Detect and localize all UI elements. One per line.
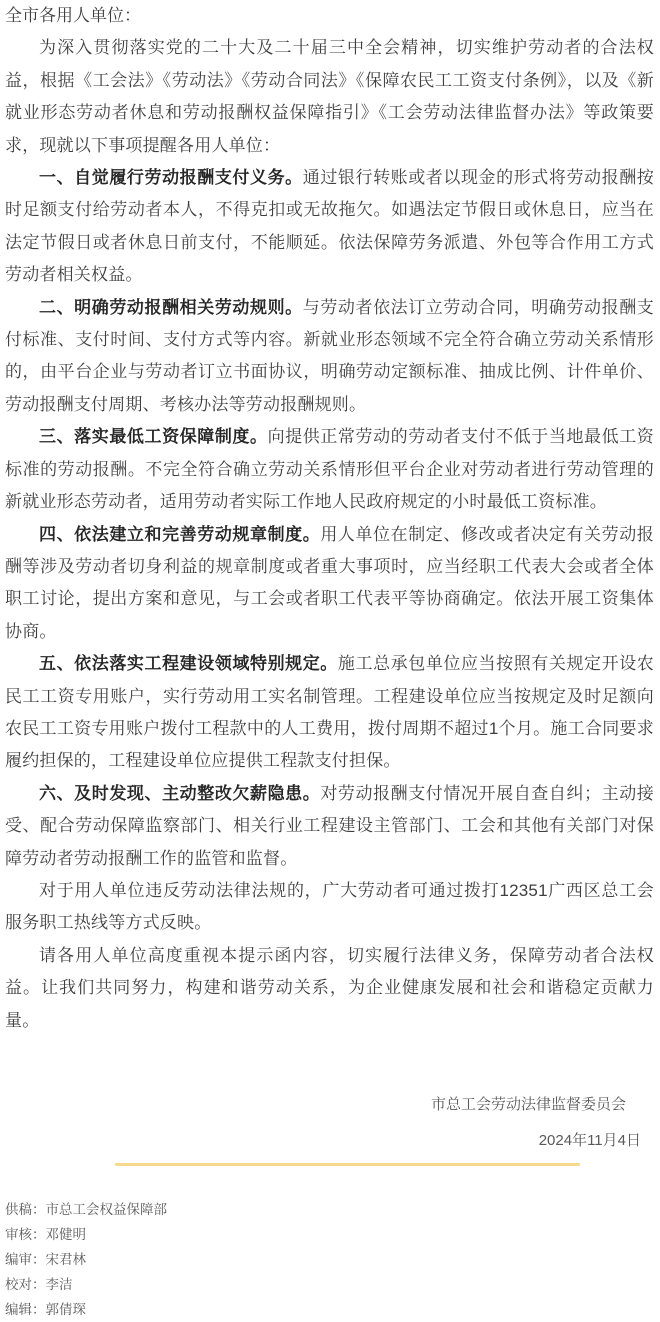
credit-label: 校对：: [5, 1277, 46, 1292]
item-2-text: 与劳动者依法订立劳动合同，明确劳动报酬支付标准、支付时间、支付方式等内容。新就业形态领域不完全符合确立劳动关系情形的，由平台企业与劳动者订立书面协议，明确劳动定额标准、抽成比例、计件单价、劳动报酬支付周期、考核办法等劳动报酬规则。: [5, 297, 654, 414]
item-4-heading: 四、依法建立和完善劳动规章制度。: [39, 524, 321, 544]
credit-reviewer: [5, 1222, 654, 1247]
credit-editor-chief: [5, 1247, 654, 1272]
item-3-heading: 三、落实最低工资保障制度。: [39, 427, 268, 447]
item-4-paragraph: [5, 519, 654, 649]
closing-text: 请各用人单位高度重视本提示函内容，切实履行法律义务，保障劳动者合法权益。让我们共同努力，构建和谐劳动关系，为企业健康发展和社会和谐稳定贡献力量。: [5, 945, 654, 1030]
credit-value: 郭倩琛: [45, 1302, 86, 1317]
item-5-heading: 五、依法落实工程建设领域特别规定。: [39, 654, 338, 674]
item-2-heading: 二、明确劳动报酬相关劳动规则。: [39, 297, 303, 317]
item-6-text: 对劳动报酬支付情况开展自查自纠；主动接受、配合劳动保障监察部门、相关行业工程建设主管部门、工会和其他有关部门对保障劳动者劳动报酬工作的监管和监督。: [5, 783, 654, 868]
item-6-paragraph: [5, 778, 654, 875]
item-2-paragraph: [5, 292, 654, 422]
item-1-text: 通过银行转账或者以现金的形式将劳动报酬按时足额支付给劳动者本人，不得克扣或无故拖欠。如遇法定节假日或休息日，应当在法定节假日或者休息日前支付，不能顺延。依法保障劳务派遣、外包等合作用工方式劳动者相关权益。: [5, 168, 654, 285]
item-5-paragraph: [5, 648, 654, 778]
hotline-paragraph: [5, 875, 654, 940]
item-1-paragraph: [5, 162, 654, 292]
paragraph-text: 为深入贯彻落实党的二十大及二十届三中全会精神，切实维护劳动者的合法权益，根据《工会法》《劳动法》《劳动合同法》《保障农民工工资支付条例》，以及《新就业形态劳动者休息和劳动报酬权益保障指引》《工会劳动法律监督办法》等政策要求，现就以下事项提醒各用人单位：: [5, 38, 654, 155]
hotline-text: 对于用人单位违反劳动法律法规的，广大劳动者可通过拨打12351广西区总工会服务职工热线等方式反映。: [5, 880, 654, 933]
item-5-text: 施工总承包单位应当按照有关规定开设农民工工资专用账户，实行劳动用工实名制管理。工程建设单位应当按规定及时足额向农民工工资专用账户拨付工程款中的人工费用，拨付周期不超过1个月。施工合同要求履约担保的，工程建设单位应提供工程款支付担保。: [5, 654, 654, 771]
credit-value: 邓健明: [45, 1227, 86, 1242]
item-3-text: 向提供正常劳动的劳动者支付不低于当地最低工资标准的劳动报酬。不完全符合确立劳动关系情形但平台企业对劳动者进行劳动管理的新就业形态劳动者，适用劳动者实际工作地人民政府规定的小时最低工资标准。: [5, 427, 654, 512]
credits-footer: [5, 1197, 654, 1322]
credit-value: 宋君林: [45, 1252, 86, 1267]
credit-contributor: [5, 1197, 654, 1222]
credit-label: 编审：: [5, 1252, 46, 1267]
credit-label: 审核：: [5, 1227, 46, 1242]
item-1-heading: 一、自觉履行劳动报酬支付义务。: [39, 168, 303, 188]
credit-editor: [5, 1297, 654, 1322]
gold-divider-line: [115, 1163, 580, 1166]
item-6-heading: 六、及时发现、主动整改欠薪隐患。: [39, 783, 321, 803]
issuer-signature: 市总工会劳动法律监督委员会: [430, 1096, 626, 1113]
item-4-text: 用人单位在制定、修改或者决定有关劳动报酬等涉及劳动者切身利益的规章制度或者重大事项时，应当经职工代表大会或者全体职工讨论，提出方案和意见，与工会或者职工代表平等协商确定。依法开展工资集体协商。: [5, 524, 654, 641]
credit-value: 李洁: [45, 1277, 73, 1292]
item-3-paragraph: [5, 421, 654, 518]
intro-paragraph: [5, 32, 654, 162]
credit-proofreader: [5, 1272, 654, 1297]
issue-date: 2024年11月4日: [538, 1132, 641, 1149]
credit-label: 编辑：: [5, 1302, 46, 1317]
credit-label: 供稿：: [5, 1202, 46, 1217]
credit-value: 市总工会权益保障部: [45, 1202, 167, 1217]
salutation: 全市各用人单位：: [5, 6, 141, 25]
closing-paragraph: [5, 940, 654, 1037]
